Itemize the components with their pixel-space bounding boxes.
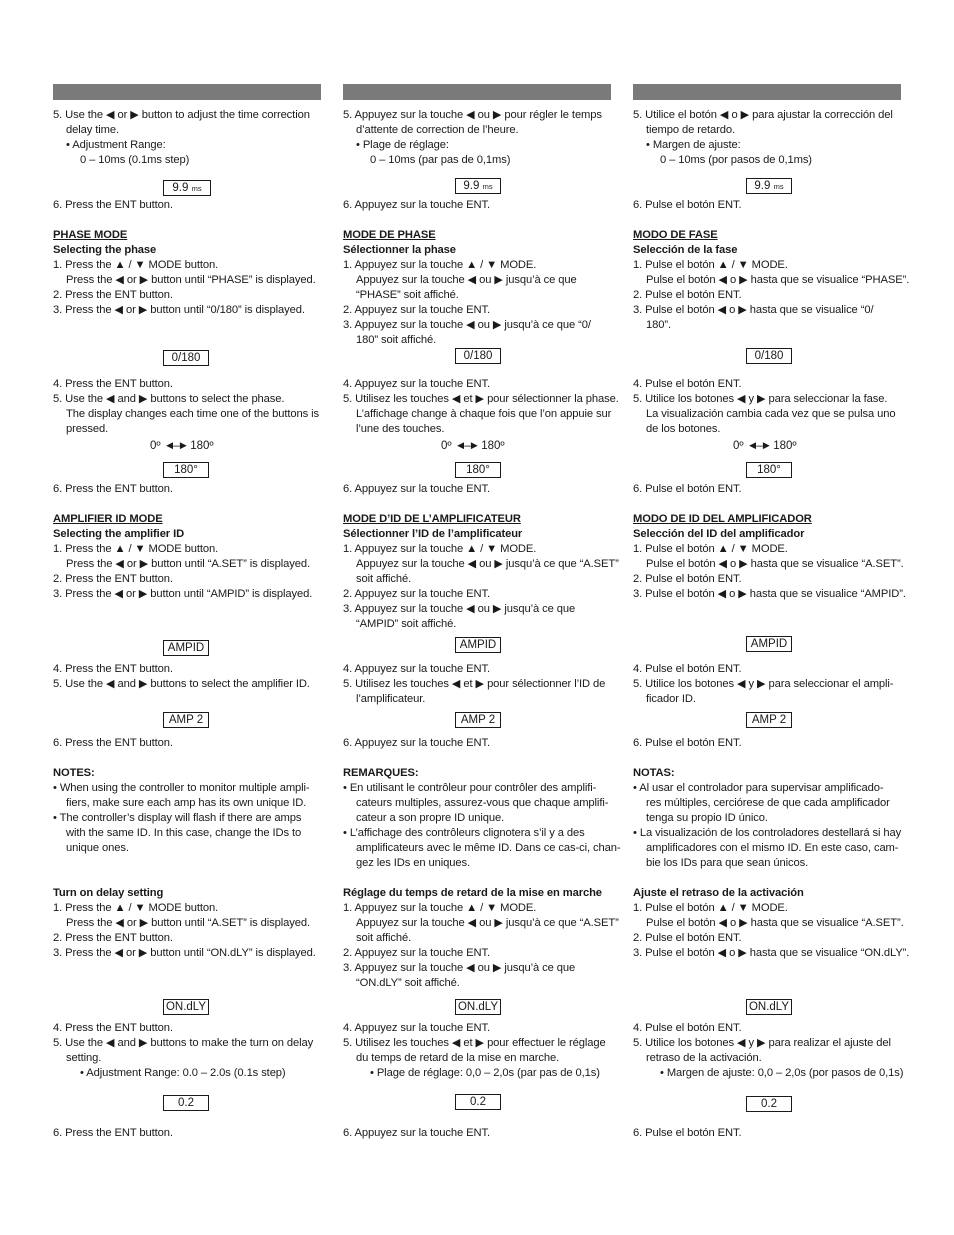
step-amp-5: 5. Utilisez les touches ◀ et ▶ pour sélectionner l’ID de	[343, 678, 606, 690]
step-delay-4: 4. Press the ENT button.	[53, 1022, 173, 1034]
section-title-phase: PHASE MODE	[53, 229, 128, 241]
lcd-display-amp2: AMP 2	[746, 712, 792, 728]
step-delay-5-cont: du temps de retard de la mise en marche.	[356, 1052, 560, 1064]
step-adjust-5-cont: d’attente de correction de l’heure.	[356, 124, 519, 136]
bullet-adjust-range-value: 0 – 10ms (par pas de 0,1ms)	[370, 154, 511, 166]
note-2-cont: amplificateurs avec le même ID. Dans ce cas-ci, chan-	[356, 842, 621, 854]
step-amp-1: 1. Press the ▲ / ▼ MODE button.	[53, 543, 219, 555]
bullet-delay-range: • Plage de réglage: 0,0 – 2,0s (par pas de 0,1s)	[370, 1067, 600, 1079]
step-phase-5-cont: La visualización cambia cada vez que se pulsa uno	[646, 408, 896, 420]
step-amp-5: 5. Use the ◀ and ▶ buttons to select the amplifier ID.	[53, 678, 310, 690]
step-amp-3-cont: “AMPID” soit affiché.	[356, 618, 457, 630]
step-phase-3: 3. Pulse el botón ◀ o ▶ hasta que se visualice “0/	[633, 304, 874, 316]
bullet-delay-range: • Adjustment Range: 0.0 – 2.0s (0.1s step)	[80, 1067, 286, 1079]
step-delay-5: 5. Utilice los botones ◀ y ▶ para realizar el ajuste del	[633, 1037, 891, 1049]
note-2-cont: amplificadores con el mismo ID. En este caso, cam-	[646, 842, 899, 854]
step-delay-1-cont: Appuyez sur la touche ◀ ou ▶ jusqu’à ce que “A.SET”	[356, 917, 619, 929]
step-phase-6: 6. Pulse el botón ENT.	[633, 483, 742, 495]
section-subtitle-phase: Selecting the phase	[53, 244, 157, 256]
lcd-display-delay-value: 0.2	[163, 1095, 209, 1111]
section-title-amplifier-id: AMPLIFIER ID MODE	[53, 513, 163, 525]
double-arrow-icon: ◄–►	[163, 440, 187, 452]
bullet-delay-range: • Margen de ajuste: 0,0 – 2,0s (por pasos de 0,1s)	[660, 1067, 904, 1079]
step-delay-1: 1. Appuyez sur la touche ▲ / ▼ MODE.	[343, 902, 537, 914]
lcd-display-ampid: AMPID	[455, 637, 501, 653]
step-delay-5: 5. Utilisez les touches ◀ et ▶ pour effectuer le réglage	[343, 1037, 606, 1049]
lcd-display-180: 180°	[455, 462, 501, 478]
step-delay-4: 4. Pulse el botón ENT.	[633, 1022, 742, 1034]
step-delay-3-cont: “ON.dLY” soit affiché.	[356, 977, 460, 989]
note-1-cont: fiers, make sure each amp has its own unique ID.	[66, 797, 307, 809]
lcd-display-time: 9.9 ms	[455, 178, 501, 194]
section-title-amplifier-id: MODO DE ID DEL AMPLIFICADOR	[633, 513, 812, 525]
lcd-display-ampid: AMPID	[746, 636, 792, 652]
step-phase-1-cont: Press the ◀ or ▶ button until “PHASE” is displayed.	[66, 274, 316, 286]
step-delay-4: 4. Appuyez sur la touche ENT.	[343, 1022, 490, 1034]
lcd-display-amp2: AMP 2	[455, 712, 501, 728]
phase-toggle-diagram: 0º ◄–► 180º	[733, 440, 797, 452]
column-french	[343, 84, 621, 1139]
section-subtitle-phase: Sélectionner la phase	[343, 244, 456, 256]
lcd-display-delay-value: 0.2	[746, 1096, 792, 1112]
note-1: • When using the controller to monitor multiple ampli-	[53, 782, 310, 794]
step-adjust-6: 6. Press the ENT button.	[53, 199, 173, 211]
step-delay-5: 5. Use the ◀ and ▶ buttons to make the turn on delay	[53, 1037, 314, 1049]
step-adjust-5: 5. Use the ◀ or ▶ button to adjust the time correction	[53, 109, 310, 121]
step-phase-1-cont2: “PHASE” soit affiché.	[356, 289, 459, 301]
double-arrow-icon: ◄–►	[746, 440, 770, 452]
bullet-adjust-range-value: 0 – 10ms (por pasos de 0,1ms)	[660, 154, 812, 166]
step-adjust-5: 5. Utilice el botón ◀ o ▶ para ajustar la corrección del	[633, 109, 893, 121]
note-2-cont2: unique ones.	[66, 842, 129, 854]
step-phase-5: 5. Use the ◀ and ▶ buttons to select the phase.	[53, 393, 285, 405]
bullet-adjust-range-value: 0 – 10ms (0.1ms step)	[80, 154, 190, 166]
step-amp-5-cont: ficador ID.	[646, 693, 696, 705]
step-phase-2: 2. Press the ENT button.	[53, 289, 173, 301]
step-delay-6: 6. Pulse el botón ENT.	[633, 1127, 742, 1139]
section-subtitle-turn-on-delay: Ajuste el retraso de la activación	[633, 887, 804, 899]
lcd-display-phase: 0/180	[455, 348, 501, 364]
notes-title: REMARQUES:	[343, 767, 419, 779]
notes-title: NOTAS:	[633, 767, 675, 779]
lcd-display-180: 180°	[746, 462, 792, 478]
step-amp-2: 2. Pulse el botón ENT.	[633, 573, 742, 585]
step-amp-5-cont: l’amplificateur.	[356, 693, 426, 705]
step-delay-1-cont: Pulse el botón ◀ o ▶ hasta que se visualice “A.SET”.	[646, 917, 904, 929]
note-1-cont: cateurs multiples, assurez-vous que chaque amplifi-	[356, 797, 609, 809]
step-amp-1: 1. Pulse el botón ▲ / ▼ MODE.	[633, 543, 788, 555]
step-phase-5-cont2: de los botones.	[646, 423, 721, 435]
lcd-display-phase: 0/180	[163, 350, 209, 366]
section-title-phase: MODE DE PHASE	[343, 229, 436, 241]
step-phase-5: 5. Utilisez les touches ◀ et ▶ pour sélectionner la phase.	[343, 393, 619, 405]
step-phase-1-cont: Appuyez sur la touche ◀ ou ▶ jusqu’à ce que	[356, 274, 577, 286]
step-phase-5: 5. Utilice los botones ◀ y ▶ para seleccionar la fase.	[633, 393, 888, 405]
lcd-display-time: 9.9 ms	[163, 180, 211, 196]
note-2: • L’affichage des contrôleurs clignotera s’il y a des	[343, 827, 585, 839]
step-amp-1-cont: Press the ◀ or ▶ button until “A.SET” is displayed.	[66, 558, 311, 570]
lcd-display-ondly: ON.dLY	[163, 999, 209, 1015]
note-1: • En utilisant le contrôleur pour contrôler des amplifi-	[343, 782, 597, 794]
note-1-cont: res múltiples, cerciórese de que cada amplificador	[646, 797, 890, 809]
lcd-display-amp2: AMP 2	[163, 712, 209, 728]
step-amp-5: 5. Utilice los botones ◀ y ▶ para seleccionar el ampli-	[633, 678, 894, 690]
step-delay-5-cont: setting.	[66, 1052, 102, 1064]
step-amp-2: 2. Appuyez sur la touche ENT.	[343, 588, 490, 600]
step-amp-6: 6. Appuyez sur la touche ENT.	[343, 737, 490, 749]
step-delay-2: 2. Appuyez sur la touche ENT.	[343, 947, 490, 959]
section-subtitle-amplifier-id: Selección del ID del amplificador	[633, 528, 805, 540]
step-phase-5-cont: The display changes each time one of the buttons is	[66, 408, 319, 420]
step-phase-5-cont2: l’une des touches.	[356, 423, 445, 435]
step-phase-3: 3. Press the ◀ or ▶ button until “0/180” is displayed.	[53, 304, 305, 316]
column-header-bar	[53, 84, 321, 100]
notes-title: NOTES:	[53, 767, 95, 779]
column-header-bar	[633, 84, 901, 100]
bullet-adjust-range: • Margen de ajuste:	[646, 139, 741, 151]
step-adjust-5: 5. Appuyez sur la touche ◀ ou ▶ pour régler le temps	[343, 109, 602, 121]
note-2-cont2: gez les IDs en uniques.	[356, 857, 470, 869]
step-delay-1-cont: Press the ◀ or ▶ button until “A.SET” is displayed.	[66, 917, 311, 929]
step-phase-6: 6. Appuyez sur la touche ENT.	[343, 483, 490, 495]
note-1: • Al usar el controlador para supervisar amplificado-	[633, 782, 884, 794]
column-header-bar	[343, 84, 611, 100]
step-amp-1-cont2: soit affiché.	[356, 573, 412, 585]
step-amp-4: 4. Appuyez sur la touche ENT.	[343, 663, 490, 675]
section-subtitle-turn-on-delay: Turn on delay setting	[53, 887, 164, 899]
step-delay-3: 3. Pulse el botón ◀ o ▶ hasta que se visualice “ON.dLY”.	[633, 947, 910, 959]
step-amp-3: 3. Appuyez sur la touche ◀ ou ▶ jusqu’à ce que	[343, 603, 576, 615]
note-2: • La visualización de los controladores destellará si hay	[633, 827, 902, 839]
step-delay-1: 1. Press the ▲ / ▼ MODE button.	[53, 902, 219, 914]
step-amp-1: 1. Appuyez sur la touche ▲ / ▼ MODE.	[343, 543, 537, 555]
lcd-display-180: 180°	[163, 462, 209, 478]
step-delay-2: 2. Press the ENT button.	[53, 932, 173, 944]
note-1-cont2: tenga su propio ID único.	[646, 812, 768, 824]
step-adjust-5-cont: tiempo de retardo.	[646, 124, 735, 136]
section-title-phase: MODO DE FASE	[633, 229, 718, 241]
step-phase-1: 1. Appuyez sur la touche ▲ / ▼ MODE.	[343, 259, 537, 271]
lcd-display-ampid: AMPID	[163, 640, 209, 656]
note-2-cont: with the same ID. In this case, change the IDs to	[66, 827, 302, 839]
lcd-display-ondly: ON.dLY	[746, 999, 792, 1015]
step-phase-6: 6. Press the ENT button.	[53, 483, 173, 495]
step-delay-1-cont2: soit affiché.	[356, 932, 412, 944]
step-adjust-5-cont: delay time.	[66, 124, 119, 136]
step-amp-4: 4. Pulse el botón ENT.	[633, 663, 742, 675]
step-amp-2: 2. Press the ENT button.	[53, 573, 173, 585]
step-amp-4: 4. Press the ENT button.	[53, 663, 173, 675]
step-phase-2: 2. Appuyez sur la touche ENT.	[343, 304, 490, 316]
step-phase-1: 1. Press the ▲ / ▼ MODE button.	[53, 259, 219, 271]
bullet-adjust-range: • Adjustment Range:	[66, 139, 166, 151]
step-amp-3: 3. Pulse el botón ◀ o ▶ hasta que se visualice “AMPID”.	[633, 588, 906, 600]
step-phase-4: 4. Appuyez sur la touche ENT.	[343, 378, 490, 390]
step-phase-3: 3. Appuyez sur la touche ◀ ou ▶ jusqu’à ce que “0/	[343, 319, 591, 331]
lcd-display-ondly: ON.dLY	[455, 999, 501, 1015]
note-2-cont2: bie los IDs para que sean únicos.	[646, 857, 809, 869]
bullet-adjust-range: • Plage de réglage:	[356, 139, 449, 151]
step-delay-6: 6. Appuyez sur la touche ENT.	[343, 1127, 490, 1139]
column-spanish	[633, 84, 910, 1139]
lcd-display-delay-value: 0.2	[455, 1094, 501, 1110]
step-delay-3: 3. Appuyez sur la touche ◀ ou ▶ jusqu’à ce que	[343, 962, 576, 974]
section-title-amplifier-id: MODE D’ID DE L’AMPLIFICATEUR	[343, 513, 521, 525]
phase-toggle-diagram: 0º ◄–► 180º	[150, 440, 214, 452]
step-delay-3: 3. Press the ◀ or ▶ button until “ON.dLY” is displayed.	[53, 947, 316, 959]
step-delay-1: 1. Pulse el botón ▲ / ▼ MODE.	[633, 902, 788, 914]
step-amp-3: 3. Press the ◀ or ▶ button until “AMPID” is displayed.	[53, 588, 313, 600]
step-phase-1-cont: Pulse el botón ◀ o ▶ hasta que se visualice “PHASE”.	[646, 274, 910, 286]
step-adjust-6: 6. Pulse el botón ENT.	[633, 199, 742, 211]
phase-toggle-diagram: 0º ◄–► 180º	[441, 440, 505, 452]
step-delay-5-cont: retraso de la activación.	[646, 1052, 762, 1064]
step-amp-1-cont: Appuyez sur la touche ◀ ou ▶ jusqu’à ce que “A.SET”	[356, 558, 619, 570]
step-amp-1-cont: Pulse el botón ◀ o ▶ hasta que se visualice “A.SET”.	[646, 558, 904, 570]
column-english	[53, 84, 321, 1139]
step-phase-3-cont: 180” soit affiché.	[356, 334, 437, 346]
step-phase-2: 2. Pulse el botón ENT.	[633, 289, 742, 301]
step-phase-5-cont2: pressed.	[66, 423, 109, 435]
double-arrow-icon: ◄–►	[454, 440, 478, 452]
step-phase-3-cont: 180”.	[646, 319, 671, 331]
lcd-display-time: 9.9 ms	[746, 178, 792, 194]
section-subtitle-amplifier-id: Selecting the amplifier ID	[53, 528, 185, 540]
step-phase-4: 4. Pulse el botón ENT.	[633, 378, 742, 390]
section-subtitle-amplifier-id: Sélectionner l’ID de l’amplificateur	[343, 528, 523, 540]
step-amp-6: 6. Press the ENT button.	[53, 737, 173, 749]
step-phase-4: 4. Press the ENT button.	[53, 378, 173, 390]
section-subtitle-phase: Selección de la fase	[633, 244, 738, 256]
step-delay-2: 2. Pulse el botón ENT.	[633, 932, 742, 944]
step-phase-1: 1. Pulse el botón ▲ / ▼ MODE.	[633, 259, 788, 271]
note-1-cont2: cateur a son propre ID unique.	[356, 812, 505, 824]
step-phase-5-cont: L’affichage change à chaque fois que l’on appuie sur	[356, 408, 612, 420]
section-subtitle-turn-on-delay: Réglage du temps de retard de la mise en marche	[343, 887, 602, 899]
lcd-display-phase: 0/180	[746, 348, 792, 364]
note-2: • The controller’s display will flash if there are amps	[53, 812, 302, 824]
step-adjust-6: 6. Appuyez sur la touche ENT.	[343, 199, 490, 211]
step-amp-6: 6. Pulse el botón ENT.	[633, 737, 742, 749]
step-delay-6: 6. Press the ENT button.	[53, 1127, 173, 1139]
